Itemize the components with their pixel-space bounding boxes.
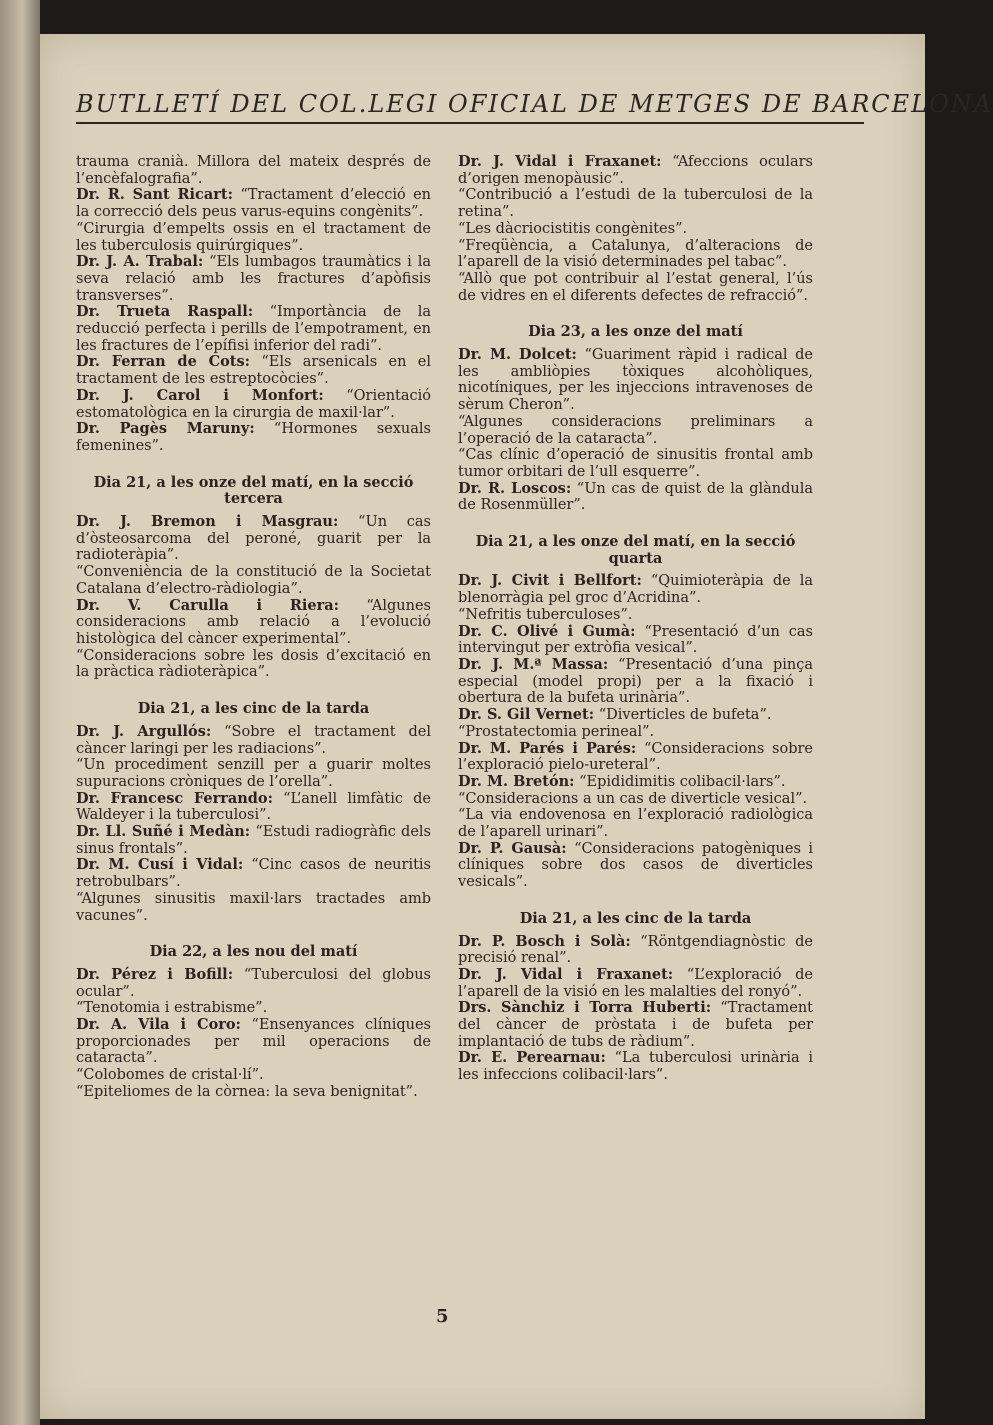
entry-title: “Colobomes de cristal·lí”.	[76, 1067, 264, 1084]
speaker-name: Dr. R. Sant Ricart:	[76, 186, 233, 204]
entry-title: “Presentació d’un cas intervingut per extròfia vesical”.	[458, 623, 813, 657]
entry-title: “Els arsenicals en el tractament de les estreptocòcies”.	[76, 354, 431, 388]
speaker-name: Dr. J. Bremon i Masgrau:	[76, 513, 339, 531]
section-heading: Dia 21, a les onze del matí, en la secció tercera	[93, 473, 414, 508]
speaker-name: Dr. M. Bretón:	[458, 772, 575, 790]
entry-title: “Röntgendiagnòstic de precisió renal”.	[458, 933, 814, 967]
entry-title: “Allò que pot contribuir al l’estat general, l’ús de vidres en el diferents defectes de refracció”.	[458, 270, 813, 304]
program-entry	[458, 347, 813, 414]
program-subentry	[76, 1067, 431, 1084]
entry-title: “Afeccions oculars d’origen menopàusic”.	[458, 154, 813, 187]
entry-title: “Els lumbagos traumàtics i la seva relació amb les fractures d’apòfisis transverses”.	[76, 254, 432, 304]
section-heading: Dia 21, a les cinc de la tarda	[519, 909, 752, 927]
entry-title: “Un cas de quist de la glàndula de Rosenmüller”.	[458, 480, 813, 514]
speaker-name: Dr. S. Gil Vernet:	[458, 706, 595, 724]
program-subentry	[76, 564, 431, 597]
speaker-name: Dr. C. Olivé i Gumà:	[458, 622, 636, 640]
program-entry	[458, 154, 813, 187]
program-entry	[458, 1000, 813, 1050]
program-subentry	[458, 607, 813, 624]
speaker-name: Dr. M. Parés i Parés:	[458, 739, 637, 757]
entry-title: “Epididimitis colibacil·lars”.	[574, 773, 786, 790]
entry-title: “Tenotomia i estrabisme”.	[76, 1000, 268, 1017]
entry-title: “Cinc casos de neuritis retrobulbars”.	[76, 857, 431, 891]
program-subentry	[76, 648, 431, 681]
speaker-name: Dr. Pérez i Bofill:	[76, 965, 234, 983]
entry-title: “Ensenyances clíniques proporcionades per mil operacions de cataracta”.	[76, 1017, 431, 1067]
speaker-name: Dr. Ll. Suñé i Medàn:	[76, 823, 251, 841]
speaker-name: Dr. Francesc Ferrando:	[76, 789, 273, 807]
entry-title: “Nefritis tuberculoses”.	[458, 606, 633, 623]
running-header: BUTLLETÍ DEL COL.LEGI OFICIAL DE METGES DE BARCELONA	[76, 90, 993, 118]
speaker-name: Dr. P. Gausà:	[458, 839, 567, 857]
entry-title: “Quimioteràpia de la blenorràgia pel groc d’Acridina”.	[458, 573, 813, 607]
entry-title: “Algunes sinusitis maxil·lars tractades amb vacunes”.	[76, 890, 431, 924]
speaker-name: Dr. J. Vidal i Fraxanet:	[458, 965, 674, 983]
program-subentry	[76, 221, 431, 254]
program-entry	[76, 304, 431, 354]
program-entry	[458, 481, 813, 514]
entry-title: “Presentació d’una pinça especial (model propi) per a la fixació i obertura de la bufeta urinària”.	[458, 656, 813, 707]
entry-title: “Freqüència, a Catalunya, d’alteracions de l’aparell de la visió determinades pel tabac”.	[458, 237, 813, 271]
entry-title: “Consideracions a un cas de diverticle vesical”.	[458, 790, 808, 807]
entry-title: “Hormones sexuals femenines”.	[76, 421, 431, 454]
speaker-name: Dr. Pagès Maruny:	[76, 420, 255, 438]
entry-title: “Tuberculosi del globus ocular”.	[76, 966, 431, 1000]
speaker-name: Dr. J. Argullós:	[76, 722, 212, 740]
program-entry	[458, 573, 813, 606]
entry-title: “Sobre el tractament del càncer laringi per les radiacions”.	[76, 723, 431, 757]
program-entry	[76, 388, 431, 421]
program-entry	[76, 421, 431, 454]
program-subentry	[458, 447, 813, 480]
program-entry	[76, 598, 431, 648]
speaker-name: Dr. V. Carulla i Riera:	[76, 596, 340, 614]
entry-title: “Guariment ràpid i radical de les ambliòpies tòxiques alcohòliques, nicotíniques, per les injeccions intravenoses de sèrum Cheron”.	[458, 347, 813, 414]
entry-title: “Algunes consideracions preliminars a l’operació de la cataracta”.	[458, 413, 813, 447]
speaker-name: Dr. P. Bosch i Solà:	[458, 932, 631, 950]
program-entry	[76, 724, 431, 757]
entry-title: “Epiteliomes de la còrnea: la seva benignitat”.	[76, 1083, 418, 1100]
speaker-name: Dr. E. Perearnau:	[458, 1049, 606, 1067]
speaker-name: Dr. M. Cusí i Vidal:	[76, 856, 244, 874]
program-entry	[458, 1050, 813, 1083]
program-entry	[76, 967, 431, 1000]
program-subentry	[458, 221, 813, 238]
program-entry	[458, 841, 813, 891]
header-rule	[76, 122, 864, 124]
entry-title: “Les dàcriocistitis congènites”.	[458, 220, 688, 237]
program-entry	[76, 791, 431, 824]
speaker-name: Dr. J. Vidal i Fraxanet:	[458, 153, 662, 170]
speaker-name: Dr. Ferran de Cots:	[76, 353, 250, 371]
entry-title: “Consideracions sobre l’exploració pielo-ureteral”.	[458, 740, 813, 774]
program-entry	[76, 857, 431, 890]
program-subentry	[76, 757, 431, 790]
entry-title: “Orientació estomatològica en la cirurgia de maxil·lar”.	[76, 387, 431, 421]
program-subentry	[76, 1084, 431, 1101]
program-entry	[76, 824, 431, 857]
program-subentry	[458, 187, 813, 220]
entry-title: “Importància de la reducció perfecta i perills de l’empotrament, en les fractures de l’epífisi inferior del radi”.	[76, 304, 431, 354]
program-subentry	[458, 724, 813, 741]
entry-title: “Consideracions patogèniques i clíniques sobre dos casos de diverticles vesicals”.	[458, 840, 814, 891]
entry-title: “Consideracions sobre les dosis d’excitació en la pràctica ràdioteràpica”.	[76, 647, 431, 681]
section-heading: Dia 22, a les nou del matí	[149, 943, 358, 961]
program-entry	[458, 741, 813, 774]
program-entry	[458, 934, 813, 967]
entry-title: “Cirurgia d’empelts ossis en el tractament de les tuberculosis quirúrgiques”.	[76, 220, 431, 254]
entry-title: “Prostatectomia perineal”.	[458, 723, 655, 740]
program-entry	[76, 354, 431, 387]
speaker-name: Dr. J. Carol i Monfort:	[76, 386, 324, 404]
book-binding	[0, 0, 40, 1425]
entry-title: trauma cranià. Millora del mateix després de l’encèfalografia”.	[76, 154, 431, 187]
program-subentry	[76, 891, 431, 924]
program-subentry	[458, 238, 813, 271]
speaker-name: Dr. J. Civit i Bellfort:	[458, 572, 642, 590]
speaker-name: Dr. J. A. Trabal:	[76, 253, 204, 271]
speaker-name: Dr. J. M.ª Massa:	[458, 655, 609, 673]
entry-title: “Contribució a l’estudi de la tuberculosi de la retina”.	[458, 187, 813, 221]
program-entry	[76, 1017, 431, 1067]
page	[40, 34, 993, 1419]
program-subentry	[76, 154, 431, 187]
program-entry	[76, 514, 431, 564]
left-column	[76, 154, 431, 1101]
entry-title: “L’anell limfàtic de Waldeyer i la tuberculosi”.	[76, 790, 432, 824]
entry-title: “Conveniència de la constitució de la Societat Catalana d’electro-ràdiologia”.	[76, 564, 431, 597]
entry-title: “Un procediment senzill per a guarir moltes supuracions cròniques de l’orella”.	[76, 757, 431, 790]
entry-title: “Tractament d’elecció en la correcció dels peus varus-equins congènits”.	[76, 187, 431, 221]
speaker-name: Dr. Trueta Raspall:	[76, 303, 254, 321]
entry-title: “La tuberculosi urinària i les infeccions colibacil·lars”.	[458, 1050, 813, 1084]
program-entry	[76, 254, 431, 304]
entry-title: “Un cas d’òsteosarcoma del peroné, guarit per la radioteràpia”.	[76, 514, 431, 564]
speaker-name: Drs. Sànchiz i Torra Huberti:	[458, 999, 712, 1017]
entry-title: “Cas clínic d’operació de sinusitis frontal amb tumor orbitari de l’ull esquerre”.	[458, 447, 813, 480]
entry-title: “Tractament del càncer de pròstata i de bufeta per implantació de tubs de ràdium”.	[458, 1000, 813, 1050]
entry-title: “Algunes consideracions amb relació a l’evolució histològica del càncer experimental”.	[76, 597, 431, 647]
program-entry	[458, 774, 813, 791]
program-entry	[458, 967, 813, 1000]
program-subentry	[458, 271, 813, 304]
section-heading: Dia 23, a les onze del matí	[528, 323, 743, 341]
entry-title: “L’exploració de l’aparell de la visió en les malalties del ronyó”.	[458, 966, 813, 1000]
entry-title: “Estudi radiogràfic dels sinus frontals”.	[76, 824, 432, 857]
section-heading: Dia 21, a les cinc de la tarda	[137, 700, 370, 718]
speaker-name: Dr. A. Vila i Coro:	[76, 1016, 241, 1034]
program-subentry	[458, 414, 813, 447]
right-column	[458, 154, 813, 1084]
program-entry	[458, 624, 813, 657]
program-subentry	[76, 1000, 431, 1017]
program-entry	[458, 707, 813, 724]
speaker-name: Dr. R. Loscos:	[458, 479, 572, 497]
section-heading: Dia 21, a les onze del matí, en la secció quarta	[475, 533, 796, 567]
entry-title: “Diverticles de bufeta”.	[594, 707, 772, 724]
page-number: 5	[436, 1306, 449, 1327]
program-subentry	[458, 807, 813, 840]
entry-title: “La via endovenosa en l’exploració radiològica de l’aparell urinari”.	[458, 807, 813, 841]
program-entry	[458, 657, 813, 707]
program-entry	[76, 187, 431, 220]
speaker-name: Dr. M. Dolcet:	[458, 346, 577, 364]
program-subentry	[458, 791, 813, 808]
